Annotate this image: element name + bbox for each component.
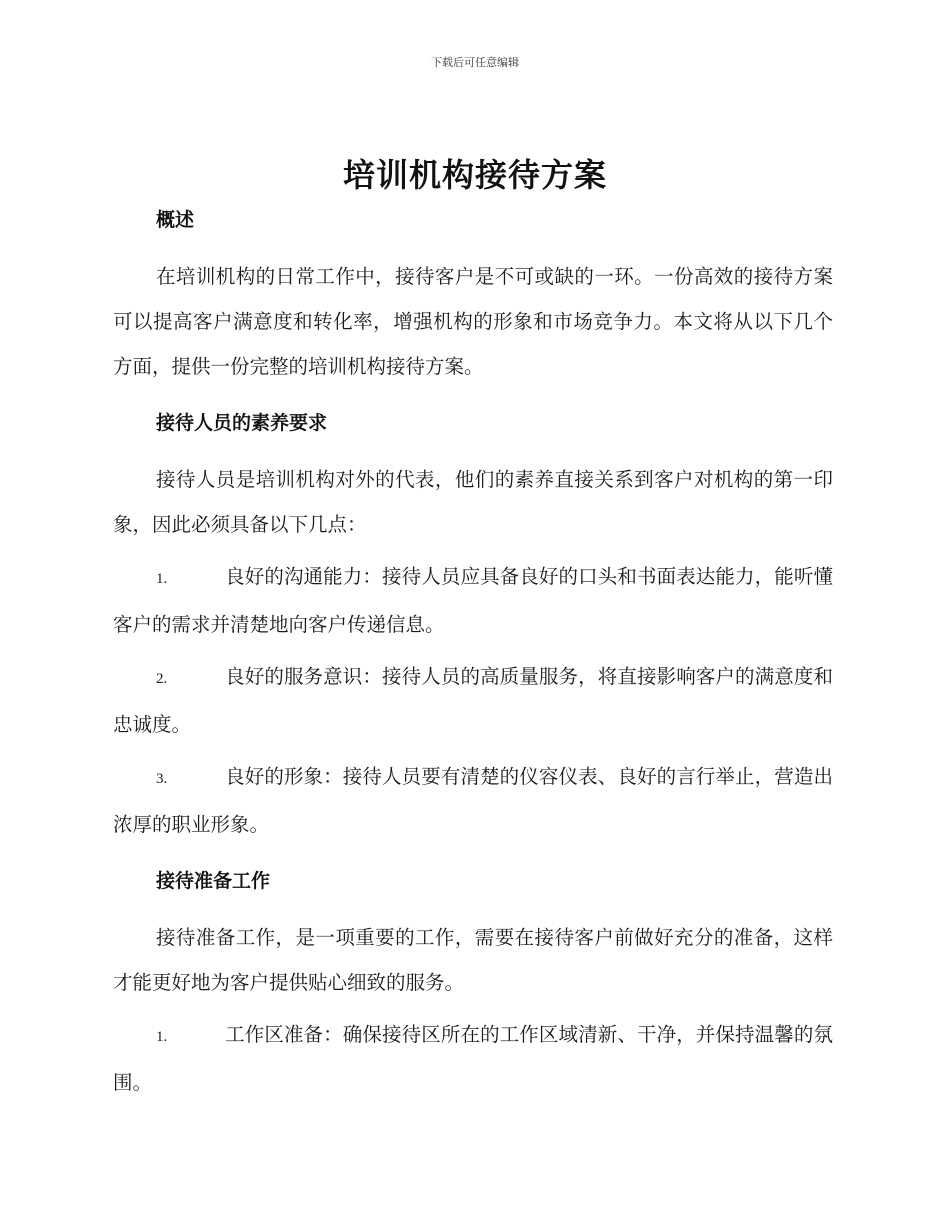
paragraph-preparation: 接待准备工作，是一项重要的工作，需要在接待客户前做好充分的准备，这样才能更好地为客户提供贴心细致的服务。: [113, 926, 833, 994]
paragraph-overview: 在培训机构的日常工作中，接待客户是不可或缺的一环。一份高效的接待方案可以提高客户满意度和转化率，增强机构的形象和市场竞争力。本文将从以下几个方面，提供一份完整的培训机构接待方案。: [113, 265, 833, 378]
list-number: 1.: [156, 571, 168, 587]
list-item-text: 良好的服务意识：接待人员的高质量服务，将直接影响客户的满意度和忠诚度。: [113, 665, 833, 736]
list-number: 2.: [156, 671, 168, 687]
section-heading-qualities: 接待人员的素养要求: [156, 412, 328, 434]
list-item: [113, 1012, 833, 1105]
list-item: [113, 654, 833, 747]
list-item-text: 工作区准备：确保接待区所在的工作区域清新、干净，并保持温馨的氛围。: [113, 1023, 833, 1094]
section-heading-overview: 概述: [156, 209, 195, 231]
list-item: [113, 554, 833, 647]
list-item-text: 良好的沟通能力：接待人员应具备良好的口头和书面表达能力，能听懂客户的需求并清楚地向客户传递信息。: [113, 565, 833, 636]
list-item-text: 良好的形象：接待人员要有清楚的仪容仪表、良好的言行举止，营造出浓厚的职业形象。: [113, 765, 833, 836]
list-number: 3.: [156, 771, 168, 787]
paragraph-qualities: 接待人员是培训机构对外的代表，他们的素养直接关系到客户对机构的第一印象，因此必须具备以下几点：: [113, 468, 833, 536]
list-item: [113, 754, 833, 847]
document-body: [113, 202, 833, 1105]
section-heading-preparation: 接待准备工作: [156, 870, 271, 892]
document-title: 培训机构接待方案: [342, 156, 607, 194]
header-note: 下载后可任意编辑: [431, 56, 519, 69]
list-number: 1.: [156, 1029, 168, 1045]
